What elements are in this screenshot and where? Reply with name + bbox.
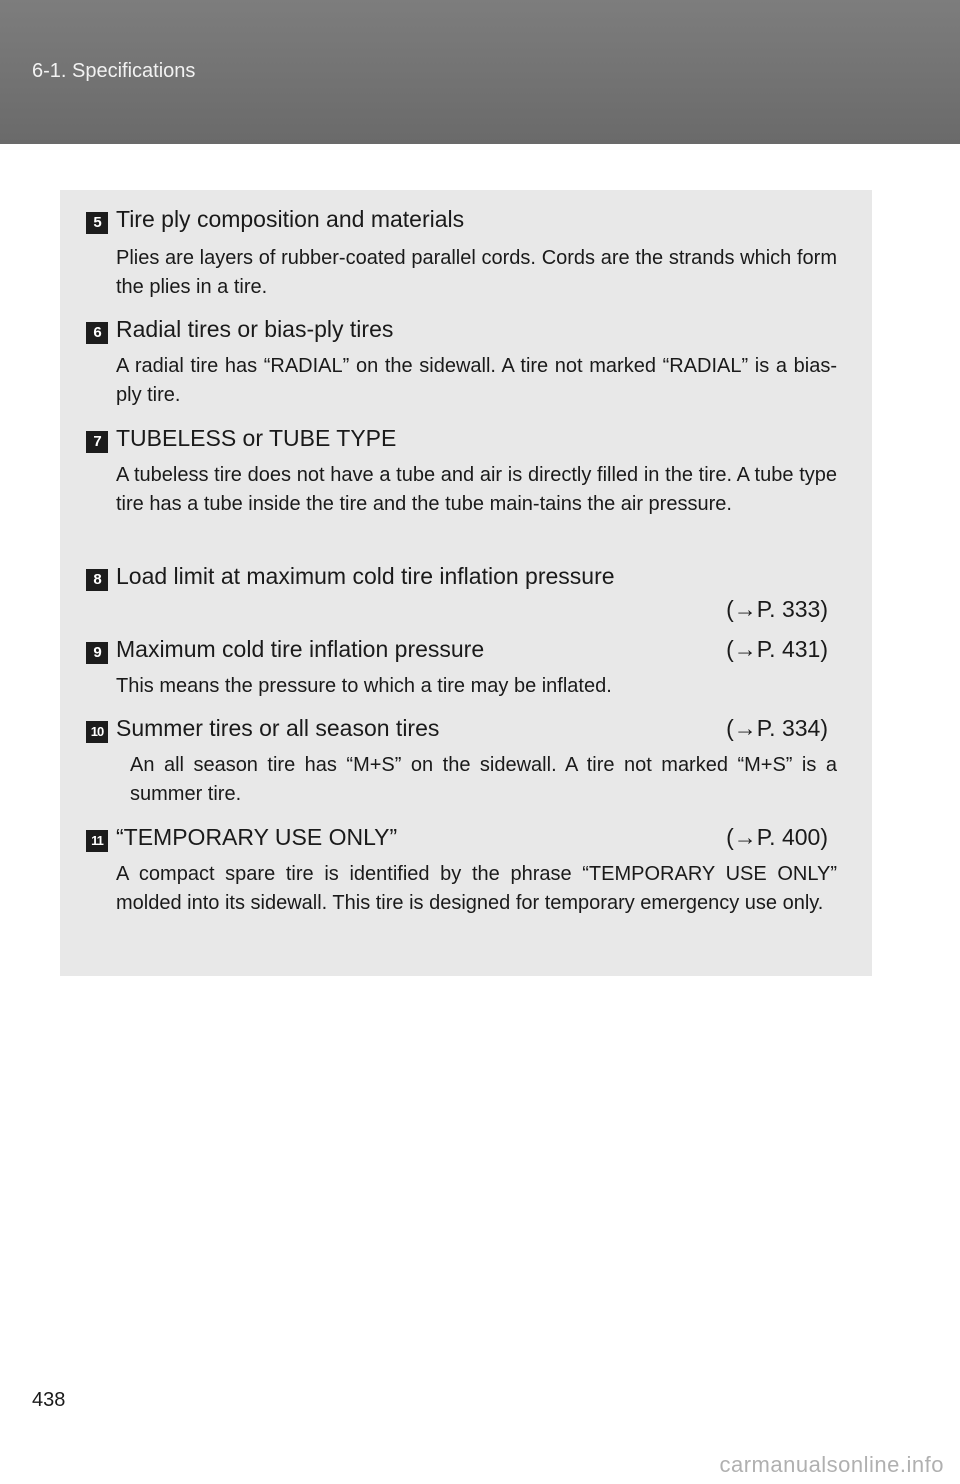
page-reference[interactable]: (→P. 431)	[726, 636, 828, 662]
page-reference[interactable]: (→P. 334)	[726, 715, 828, 741]
item-description: Plies are layers of rubber-coated parallel cords. Cords are the strands which form the plies in a tire.	[116, 247, 837, 298]
item-title: Maximum cold tire inflation pressure	[116, 636, 485, 662]
item-number-badge: 11	[86, 830, 108, 852]
item-title: “TEMPORARY USE ONLY”	[116, 824, 398, 850]
item-number-badge: 7	[86, 431, 108, 453]
item-description: A tubeless tire does not have a tube and air is directly filled in the tire. A tube type tire has a tube inside the tire and the tube main-tains the air pressure.	[116, 464, 837, 515]
item-title: Load limit at maximum cold tire inflation pressure	[116, 563, 615, 589]
section-title: 6-1. Specifications	[32, 60, 196, 82]
info-panel	[60, 190, 872, 976]
item-title: Radial tires or bias-ply tires	[116, 316, 394, 342]
page-reference[interactable]: (→P. 333)	[726, 596, 828, 622]
item-description: A radial tire has “RADIAL” on the sidewall. A tire not marked “RADIAL” is a bias-ply tire.	[116, 355, 837, 406]
page-header	[0, 0, 960, 144]
item-title: TUBELESS or TUBE TYPE	[116, 425, 397, 451]
item-title: Summer tires or all season tires	[116, 715, 440, 741]
item-description: This means the pressure to which a tire may be inflated.	[116, 675, 612, 697]
page-number: 438	[32, 1389, 66, 1411]
item-title: Tire ply composition and materials	[116, 206, 465, 232]
item-description: An all season tire has “M+S” on the sidewall. A tire not marked “M+S” is a summer tire.	[130, 754, 837, 805]
item-description: A compact spare tire is identified by the phrase “TEMPORARY USE ONLY” molded into its sidewall. This tire is designed for temporary emergency use only.	[116, 863, 837, 914]
item-number-badge: 9	[86, 642, 108, 664]
item-number-badge: 5	[86, 212, 108, 234]
item-number-badge: 6	[86, 322, 108, 344]
item-number-badge: 8	[86, 569, 108, 591]
page-reference[interactable]: (→P. 400)	[726, 824, 828, 850]
item-number-badge: 10	[86, 721, 108, 743]
watermark: carmanualsonline.info	[719, 1452, 944, 1477]
